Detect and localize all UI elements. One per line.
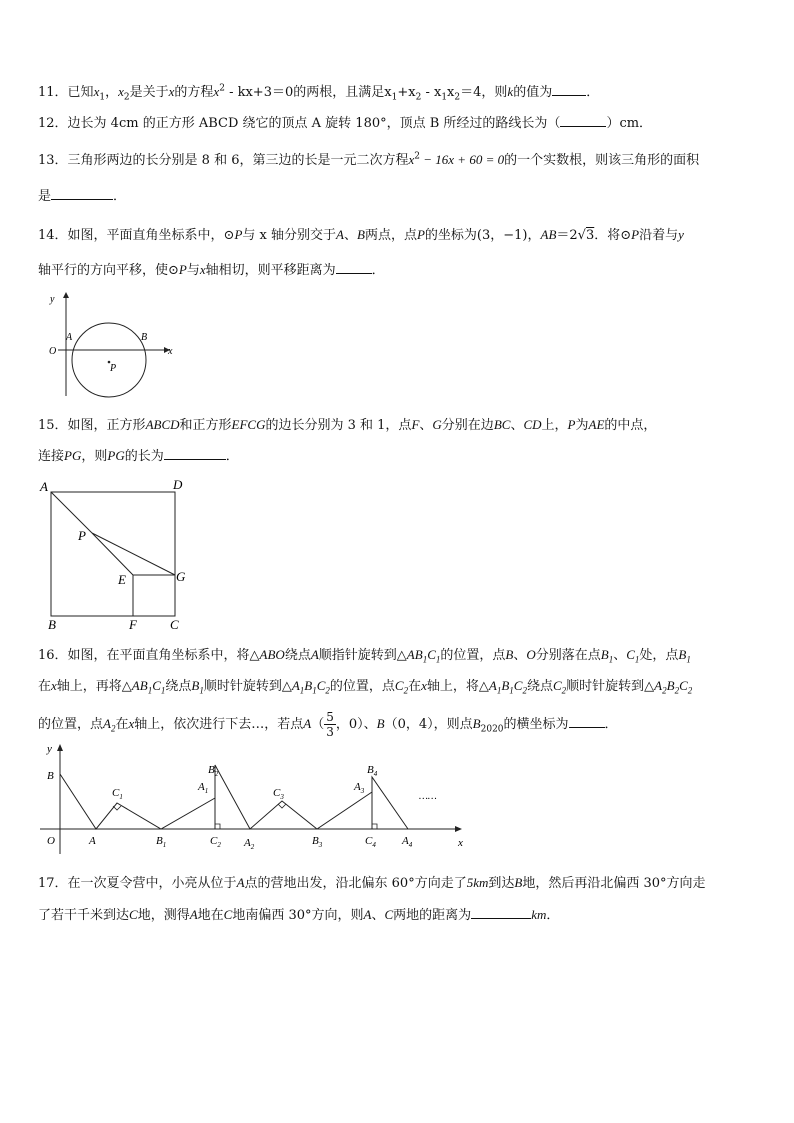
- q15-segment-pe: [92, 533, 133, 575]
- q12-number: 12．: [38, 116, 68, 131]
- q16-label-b4: $B_4$: [367, 764, 378, 778]
- q14-line2: 轴平行的方向平移，使⊙P与x轴相切，则平移距离为 ．: [38, 262, 385, 278]
- q15-segment-ap: [51, 492, 92, 533]
- q17-number: 17．: [38, 876, 68, 891]
- q16-label-o: O: [47, 835, 55, 847]
- q14-answer-blank[interactable]: [336, 261, 372, 274]
- q15-line1: 15．如图，正方形ABCD和正方形EFCG的边长分别为 3 和 1，点F、G分别在边BC、CD上，P为AE的中点，: [38, 417, 657, 433]
- q13-number: 13．: [38, 153, 68, 168]
- q15-label-e: E: [118, 572, 126, 587]
- q15-label-c: C: [170, 617, 179, 632]
- q17-line2: 了若干千米到达C地，测得A地在C地南偏西 30°方向，则A、C两地的距离为 km．: [38, 907, 560, 923]
- q14-label-o: O: [49, 346, 57, 357]
- q15-number: 15．: [38, 418, 68, 433]
- q16-number: 16．: [38, 648, 68, 663]
- q13-answer-blank[interactable]: [51, 187, 113, 200]
- q11-number: 11．: [38, 85, 68, 100]
- q14-label-p: P: [110, 363, 117, 374]
- q14-line1: 14．如图，平面直角坐标系中，⊙P与 x 轴分别交于A、B两点，点P的坐标为(3，−1)，AB＝2√3．将⊙P沿着与y: [38, 227, 684, 243]
- q13-line2: 是 ．: [38, 189, 127, 204]
- q16-line3: 的位置，点$A_2$在x轴上，依次进行下去…，若点A（ $\frac{5}{3}$ ，0）、B（0，4），则点$B_{2020}$的横坐标为 ．: [38, 710, 618, 739]
- q17-line1: 17．在一次夏令营中，小亮从位于A点的营地出发，沿北偏东 60°方向走了5km到达B地，然后再沿北偏西 30°方向走: [38, 875, 706, 891]
- q15-label-f: F: [129, 617, 137, 632]
- q16-label-x: x: [458, 837, 463, 849]
- q16-right-angle-c2-icon: [215, 824, 220, 829]
- q16-figure: [30, 740, 470, 855]
- q16-label-c3: $C_3$: [273, 787, 284, 801]
- q16-right-angle-c3-icon: [278, 804, 286, 808]
- q14-label-a: A: [66, 332, 73, 343]
- q14-label-x: x: [168, 346, 173, 357]
- q16-label-a4: $A_4$: [402, 835, 413, 849]
- q15-label-a: A: [40, 479, 48, 494]
- q15-figure: [36, 474, 196, 634]
- q16-label-b: B: [47, 770, 54, 782]
- q16-label-c4: $C_4$: [365, 835, 376, 849]
- q14-circle-p: [72, 323, 146, 397]
- q14-label-b: B: [141, 332, 148, 343]
- q16-label-c2: $C_2$: [210, 835, 221, 849]
- q16-label-a: A: [89, 835, 96, 847]
- q17-answer-blank[interactable]: [471, 906, 531, 919]
- q16-fraction: $\frac{5}{3}$: [326, 710, 334, 739]
- q16-ellipsis: ……: [419, 791, 437, 802]
- q16-x-arrow-icon: [455, 826, 462, 832]
- q15-line2: 连接PG，则PG的长为 ．: [38, 448, 239, 464]
- q16-label-y: y: [47, 743, 52, 755]
- q14-label-y: y: [50, 294, 55, 305]
- q15-answer-blank[interactable]: [164, 447, 226, 460]
- q15-label-g: G: [176, 569, 186, 584]
- q15-label-d: D: [173, 477, 183, 492]
- q16-label-c1: $C_1$: [112, 787, 123, 801]
- q16-line2: 在x轴上，再将$\triangle AB_1C_1$绕点$B_1$顺时针旋转到$\triangle A_1B_1C_2$的位置，点$C_2$在x轴上，将$\triangle A_1B_1C_2$绕点$C_2$顺时针旋转到$\triangle A_2B_2C_2$: [38, 678, 693, 696]
- q15-segment-pg: [92, 533, 175, 575]
- q12-answer-blank[interactable]: [560, 114, 606, 127]
- q14-y-arrow-icon: [63, 292, 69, 298]
- q14-number: 14．: [38, 228, 68, 243]
- q16-label-a3: $A_3$: [354, 781, 365, 795]
- q16-label-a2: $A_2$: [244, 837, 255, 851]
- q16-label-a1: $A_1$: [198, 781, 209, 795]
- q16-right-angle-c4-icon: [372, 824, 377, 829]
- q16-label-b3: $B_3$: [312, 835, 323, 849]
- q14-figure: [40, 290, 190, 400]
- q15-label-p: P: [78, 528, 86, 543]
- q13-line1: 13．三角形两边的长分别是 8 和 6，第三边的长是一元二次方程$x^2 - 16x + 60 = 0$的一个实数根，则该三角形的面积: [38, 151, 700, 168]
- q16-line1: 16．如图，在平面直角坐标系中，将△ABO绕点A顺指针旋转到$\triangle AB_1C_1$的位置，点B、O分别落在点$B_1$、$C_1$处，点$B_1$: [38, 647, 691, 665]
- q16-label-b2: $B_2$: [208, 764, 219, 778]
- q11-answer-blank[interactable]: [552, 83, 586, 96]
- q15-square-efcg: [133, 575, 175, 616]
- q16-answer-blank[interactable]: [569, 715, 605, 728]
- q11-line: 11．已知$x_1$，$x_2$是关于x的方程$x^2 - kx+3=0$的两根，且满足$x_1+x_2 - x_1x_2=4$，则k的值为 ．: [38, 83, 600, 103]
- q16-label-b1: $B_1$: [156, 835, 167, 849]
- q15-label-b: B: [48, 617, 56, 632]
- q12-line: 12．边长为 4cm 的正方形 ABCD 绕它的顶点 A 旋转 180°，顶点 B 所经过的路线长为（ ）cm．: [38, 116, 653, 131]
- q16-y-arrow-icon: [57, 744, 63, 751]
